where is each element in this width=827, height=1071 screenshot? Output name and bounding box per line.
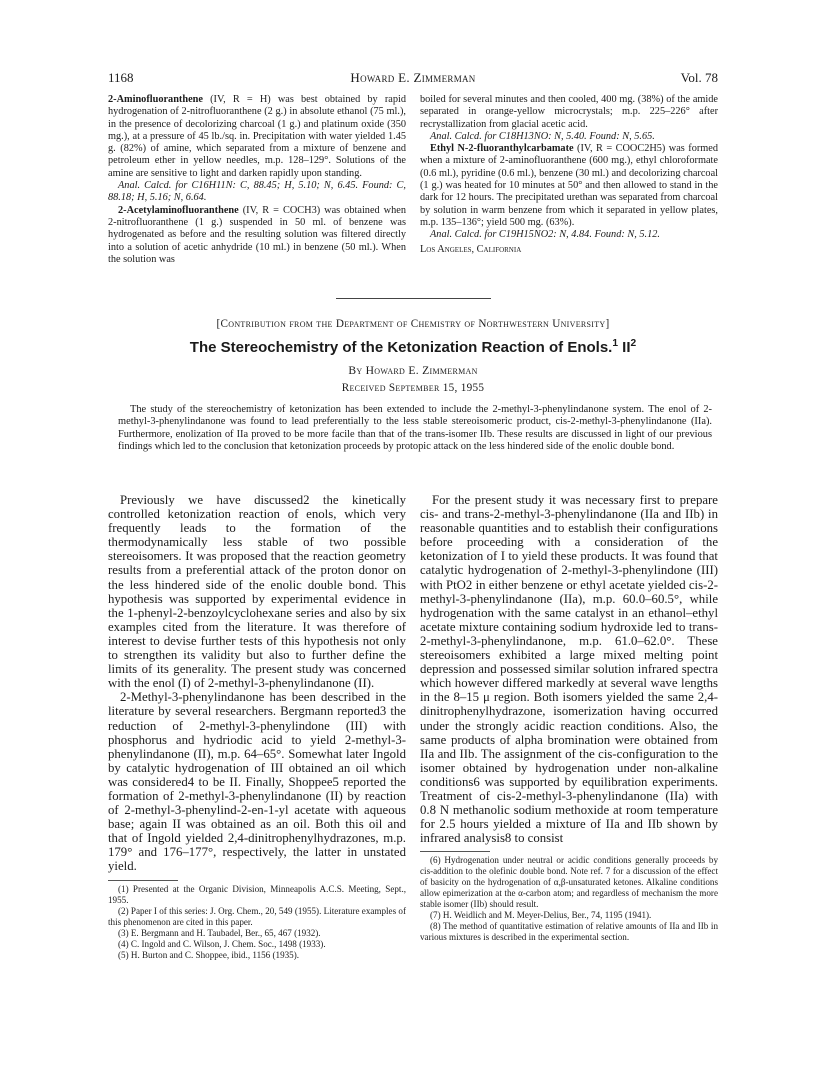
footnote: (3) E. Bergmann and H. Taubadel, Ber., 65, 467 (1932).	[118, 927, 321, 938]
body-paragraph: Previously we have discussed2 the kinetically controlled ketonization reaction of enols, which very frequently leads to the formation of the thermodynamically less stable of two possible stereoisomers. It was proposed that the reaction geometry results from a preferential attack of the proton donor on the less hindered side of the enolic double bond. This hypothesis was supported by experimental evidence in the 1-phenyl-2-benzoylcyclohexane series and also by six examples cited from the literature. It was therefore of interest to devise further tests of this hypothesis not only to strengthen its validity but also to further define the limits of its generality. The present study was concerned with the enol (I) of 2-methyl-3-phenylindanone (II).	[108, 493, 406, 691]
abstract: The study of the stereochemistry of ketonization has been extended to include the 2-methyl-3-phenylindanone system. The enol of 2-methyl-3-phenylindanone was found to lead preferentially to the less stable stereoisomeric product, cis-2-methyl-3-phenylindanone (IIa). Furthermore, enolization of IIa proved to be more facile than that of the trans-isomer IIb. These results are discussed in light of our previous findings which led to the conclusion that ketonization proceeds by protopic attack on the less hindered side of the enolic double bond.	[118, 404, 712, 452]
prev-para-2	[108, 180, 406, 205]
prev-para-text: (IV, R = COOC2H5) was formed when a mixture of 2-aminofluoranthene (600 mg.), ethyl chloroformate (0.6 ml.), pyridine (0.6 ml.), benzene (30 ml.) and decolorizing charcoal (1 g.) was heated for 10 minutes at 50° and then allowed to stand in the dark for 12 hours. The precipitated urethan was separated from charcoal by solution in warm benzene from which it separated in yellow plates, m.p. 135–136°; yield 500 mg. (63%).	[420, 143, 718, 228]
prev-para-4	[420, 94, 718, 131]
volume-number: Vol. 78	[680, 70, 718, 85]
contribution-line: [Contribution from the Department of Chemistry of Northwestern University]	[216, 318, 610, 330]
title-series-number: II	[618, 339, 631, 356]
title-footnote-mark: 1	[612, 338, 619, 349]
running-head-author: Howard E. Zimmerman	[350, 70, 476, 85]
footnote: (2) Paper I of this series: J. Org. Chem., 20, 549 (1955). Literature examples of this phenomenon are cited in this paper.	[108, 905, 406, 927]
running-head	[108, 70, 718, 86]
body-right-column	[420, 493, 718, 943]
prev-para-3	[108, 205, 406, 266]
compound-heading: 2-Aminofluoranthene	[108, 94, 203, 105]
footnote-rule	[108, 880, 178, 881]
title-text: The Stereochemistry of the Ketonization Reaction of Enols.	[189, 339, 613, 356]
analysis-line: Anal. Calcd. for C18H13NO: N, 5.40. Found: N, 5.65.	[430, 130, 655, 142]
footnote-rule	[420, 851, 490, 852]
analysis-line: Anal. Calcd. for C16H11N: C, 88.45; H, 5.10; N, 6.45. Found: C, 88.18; H, 5.16; N, 6.64.	[108, 180, 406, 204]
body-paragraph: 2-Methyl-3-phenylindanone has been described in the literature by several researchers. Bergmann reported3 the reduction of 2-methyl-3-phenylindone (III) with phosphorus and hydriodic acid to yield 2-methyl-3-phenylindanone (II), m.p. 64–65°. Somewhat later Ingold by catalytic hydrogenation of III obtained an oil which was considered4 to be II. Finally, Shoppee5 reported the formation of 2-methyl-3-phenylindanone (II) by reaction of 2-methyl-3-phenylind-2-en-1-yl acetate with aqueous base; again II was obtained as an oil. Both this oil and that of Ingold yielded 2,4-dinitrophenylhydrazones, m.p. 179° and 176–177°, respectively, the latter in unstated yield.	[108, 690, 406, 874]
footnote: (7) H. Weidlich and M. Meyer-Delius, Ber., 74, 1195 (1941).	[430, 910, 652, 921]
prev-para-text: (IV, R = COCH3) was obtained when 2-nitrofluoranthene (1 g.) suspended in 50 ml. of benzene was hydrogenated as before and the resulting solution was filtered directly into a solution of acetic anhydride (10 ml.) in benzene (50 ml.). When the solution was	[108, 204, 406, 265]
prev-article-left-column	[108, 94, 406, 266]
footnote: (6) Hydrogenation under neutral or acidic conditions generally proceeds by cis-addition to the olefinic double bond. Note ref. 7 for a discussion of the effect of basicity on the hydrogenation of α,β-unsaturated ketones. Alkaline conditions allow epimerization at the α-carbon atom; and regardless of mechanism the more stable isomer (IIb) should result.	[420, 855, 718, 910]
article-title	[108, 339, 718, 356]
analysis-line: Anal. Calcd. for C19H15NO2: N, 4.84. Found: N, 5.12.	[430, 229, 660, 241]
page-number: 1168	[108, 70, 134, 85]
compound-heading: 2-Acetylaminofluoranthene	[118, 204, 239, 216]
prev-para-1	[108, 94, 406, 180]
prev-para-text: (IV, R = H) was best obtained by rapid hydrogenation of 2-nitrofluoranthene (2 g.) in absolute ethanol (75 ml.), in the presence of decolorizing charcoal (1 g.) and platinum oxide (350 mg.), at a pressure of 45 lb./sq. in. Precipitation with water yielded 1.45 g. (82%) of amine, which separated from a mixture of benzene and petroleum ether in yellow needles, m.p. 128–129°. Solutions of the amine are sensitive to light and darken rapidly upon standing.	[108, 94, 406, 179]
byline: By Howard E. Zimmerman	[348, 364, 478, 377]
received-date: Received September 15, 1955	[341, 382, 485, 394]
prev-para-7	[420, 229, 718, 241]
body-left-column	[108, 493, 406, 961]
prev-article-right-column	[420, 94, 718, 256]
section-divider	[336, 298, 491, 299]
prev-para-6	[420, 143, 718, 229]
prev-para-5	[420, 131, 718, 143]
title-footnote-mark: 2	[630, 338, 637, 349]
footnote: (5) H. Burton and C. Shoppee, ibid., 1156 (1935).	[118, 949, 300, 960]
compound-heading: Ethyl N-2-fluoranthylcarbamate	[430, 143, 574, 155]
footnote: (1) Presented at the Organic Division, Minneapolis A.C.S. Meeting, Sept., 1955.	[108, 883, 406, 905]
body-paragraph: For the present study it was necessary first to prepare cis- and trans-2-methyl-3-phenylindanone (IIa and IIb) in reasonable quantities and to establish their configurations before proceeding with a consideration of the ketonization of I to yield these products. It was found that catalytic hydrogenation of 2-methyl-3-phenylindone (III) with PtO2 in either benzene or ethyl acetate yielded cis-2-methyl-3-phenylindanone (IIa), m.p. 60.0–60.5°, while hydrogenation with the same catalyst in an ethanol–ethyl acetate mixture containing sodium hydroxide led to trans-2-methyl-3-phenylindanone, m.p. 61.0–62.0°. These stereoisomers exhibited a large mixed melting point depression and possessed similar solution infrared spectra which however differed markedly at several wave lengths in the 8–15 μ region. Both isomers yielded the same 2,4-dinitrophenylhydrazone, isomerization having occurred under the strongly acidic reaction conditions. Also, the same products of alpha bromination were obtained from IIa and IIb. The assignment of the cis-configuration to the isomer obtained by hydrogenation under non-alkaline conditions6 was supported by equilibration experiments. Treatment of cis-2-methyl-3-phenylindanone (IIa) with 0.8 N methanolic sodium methoxide at room temperature for 2.5 hours yielded a mixture of IIa and IIb shown by infrared analysis8 to consist	[420, 493, 718, 846]
footnote: (4) C. Ingold and C. Wilson, J. Chem. Soc., 1498 (1933).	[118, 938, 326, 949]
location-line: Los Angeles, California	[420, 243, 522, 255]
prev-para-text: boiled for several minutes and then cooled, 400 mg. (38%) of the amide separated in orange-yellow microcrystals; m.p. 225–226° after recrystallization from glacial acetic acid.	[420, 94, 718, 130]
footnote: (8) The method of quantitative estimation of relative amounts of IIa and IIb in various mixtures is described in the experimental section.	[420, 921, 718, 943]
footnotes-right	[420, 855, 718, 943]
footnotes-left	[108, 884, 406, 961]
